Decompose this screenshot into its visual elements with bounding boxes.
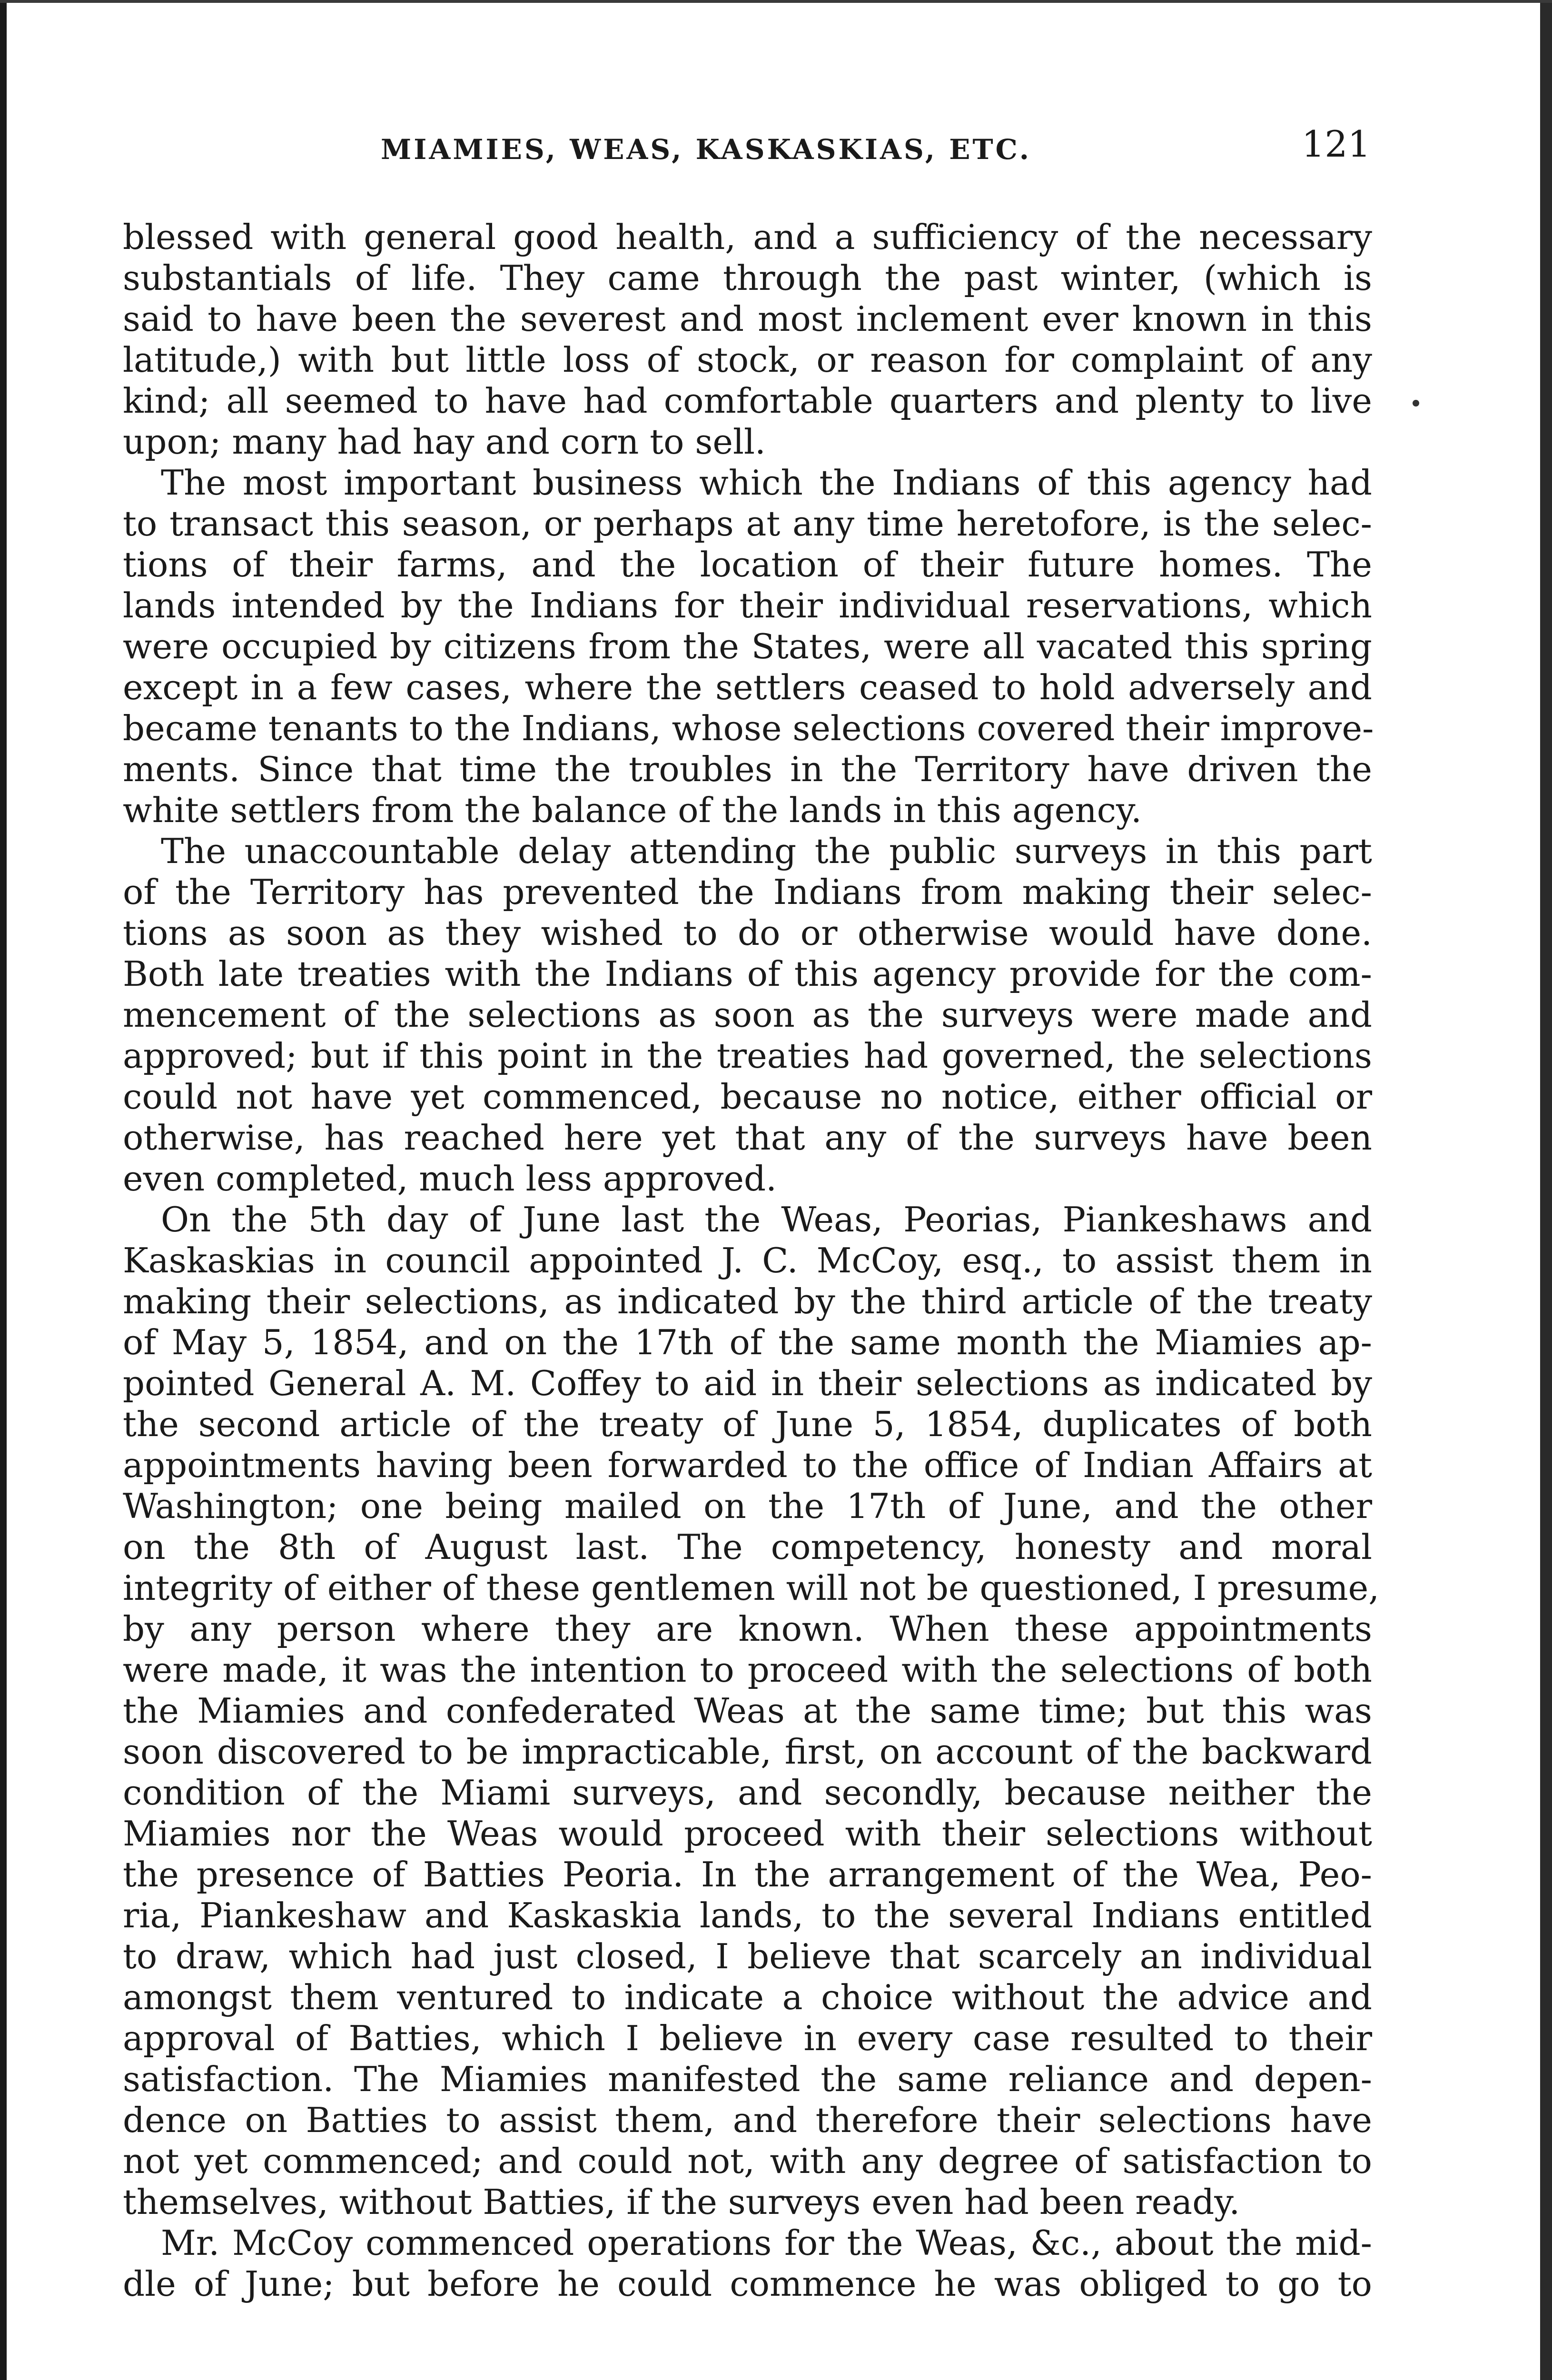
text-line: soon discovered to be impracticable, first, on account of the backward [123, 1732, 1372, 1772]
text-line: the Miamies and confederated Weas at the same time; but this was [123, 1691, 1372, 1731]
text-line: Miamies nor the Weas would proceed with their selections without [123, 1814, 1372, 1854]
paragraph-1 [123, 217, 1372, 462]
text-line: were made, it was the intention to proceed with the selections of both [123, 1650, 1372, 1690]
text-line: themselves, without Batties, if the surveys even had been ready. [123, 2182, 1240, 2222]
text-line: pointed General A. M. Coffey to aid in their selections as indicated by [123, 1363, 1372, 1403]
text-line: Kaskaskias in council appointed J. C. McCoy, esq., to assist them in [123, 1240, 1372, 1280]
running-head-title: MIAMIES, WEAS, KASKASKIAS, ETC. [381, 133, 1031, 166]
text-line: integrity of either of these gentlemen will not be questioned, I presume, [123, 1568, 1380, 1608]
text-line: tions of their farms, and the location of their future homes. The [123, 545, 1372, 585]
text-line: the presence of Batties Peoria. In the arrangement of the Wea, Peo- [123, 1854, 1372, 1894]
text-line: mencement of the selections as soon as the surveys were made and [123, 995, 1372, 1035]
text-line: by any person where they are known. When these appointments [123, 1609, 1372, 1649]
page-body [123, 217, 1380, 2304]
text-line: The most important business which the Indians of this agency had [161, 463, 1372, 503]
text-line: otherwise, has reached here yet that any of the surveys have been [123, 1118, 1372, 1158]
text-line: The unaccountable delay attending the public surveys in this part [161, 831, 1372, 871]
text-line: even completed, much less approved. [123, 1159, 777, 1199]
text-line: latitude,) with but little loss of stock, or reason for complaint of any [123, 340, 1372, 380]
running-header [124, 123, 1371, 181]
text-line: ria, Piankeshaw and Kaskaskia lands, to the several Indians entitled [123, 1895, 1372, 1935]
margin-speck [1413, 400, 1419, 407]
text-line: on the 8th of August last. The competency, honesty and moral [123, 1527, 1372, 1567]
text-line: blessed with general good health, and a sufficiency of the necessary [123, 217, 1372, 257]
text-line: satisfaction. The Miamies manifested the same reliance and depen- [123, 2059, 1372, 2099]
paragraph-2 [123, 462, 1372, 831]
text-line: could not have yet commenced, because no notice, either official or [123, 1077, 1372, 1117]
text-line: not yet commenced; and could not, with any degree of satisfaction to [123, 2141, 1372, 2181]
page-number: 121 [1301, 123, 1371, 165]
text-line: said to have been the severest and most inclement ever known in this [123, 299, 1372, 339]
text-line: were occupied by citizens from the States, were all vacated this spring [123, 626, 1372, 666]
text-line: of the Territory has prevented the Indians from making their selec- [123, 872, 1372, 912]
text-line: became tenants to the Indians, whose selections covered their improve- [123, 708, 1374, 748]
text-line: approved; but if this point in the treaties had governed, the selections [123, 1036, 1372, 1076]
text-line: making their selections, as indicated by the third article of the treaty [123, 1281, 1372, 1321]
text-line: On the 5th day of June last the Weas, Peorias, Piankeshaws and [161, 1200, 1372, 1240]
paragraph-5 [123, 2222, 1372, 2304]
text-line: tions as soon as they wished to do or otherwise would have done. [123, 913, 1372, 953]
text-line: kind; all seemed to have had comfortable quarters and plenty to live [123, 381, 1372, 421]
text-line: to draw, which had just closed, I believe that scarcely an individual [123, 1936, 1372, 1976]
text-line: Mr. McCoy commenced operations for the Weas, &c., about the mid- [161, 2223, 1372, 2263]
paragraph-4 [123, 1199, 1380, 2222]
text-line: the second article of the treaty of June 5, 1854, duplicates of both [123, 1404, 1372, 1444]
text-line: to transact this season, or perhaps at any time heretofore, is the selec- [123, 504, 1372, 544]
text-line: condition of the Miami surveys, and secondly, because neither the [123, 1773, 1372, 1813]
text-line: substantials of life. They came through the past winter, (which is [123, 258, 1372, 298]
text-line: except in a few cases, where the settlers ceased to hold adversely and [123, 667, 1372, 707]
paragraph-3 [123, 831, 1372, 1199]
text-line: appointments having been forwarded to the office of Indian Affairs at [123, 1445, 1372, 1485]
text-line: approval of Batties, which I believe in every case resulted to their [123, 2018, 1372, 2058]
text-line: white settlers from the balance of the lands in this agency. [123, 790, 1142, 830]
text-line: dle of June; but before he could commence he was obliged to go to [123, 2264, 1372, 2304]
text-line: Washington; one being mailed on the 17th of June, and the other [123, 1486, 1372, 1526]
text-line: ments. Since that time the troubles in the Territory have driven the [123, 749, 1372, 789]
text-line: amongst them ventured to indicate a choice without the advice and [123, 1977, 1372, 2017]
text-line: dence on Batties to assist them, and therefore their selections have [123, 2100, 1372, 2140]
text-line: of May 5, 1854, and on the 17th of the same month the Miamies ap- [123, 1322, 1372, 1362]
text-line: lands intended by the Indians for their individual reservations, which [123, 585, 1372, 625]
text-line: upon; many had hay and corn to sell. [123, 422, 766, 462]
text-line: Both late treaties with the Indians of this agency provide for the com- [123, 954, 1372, 994]
